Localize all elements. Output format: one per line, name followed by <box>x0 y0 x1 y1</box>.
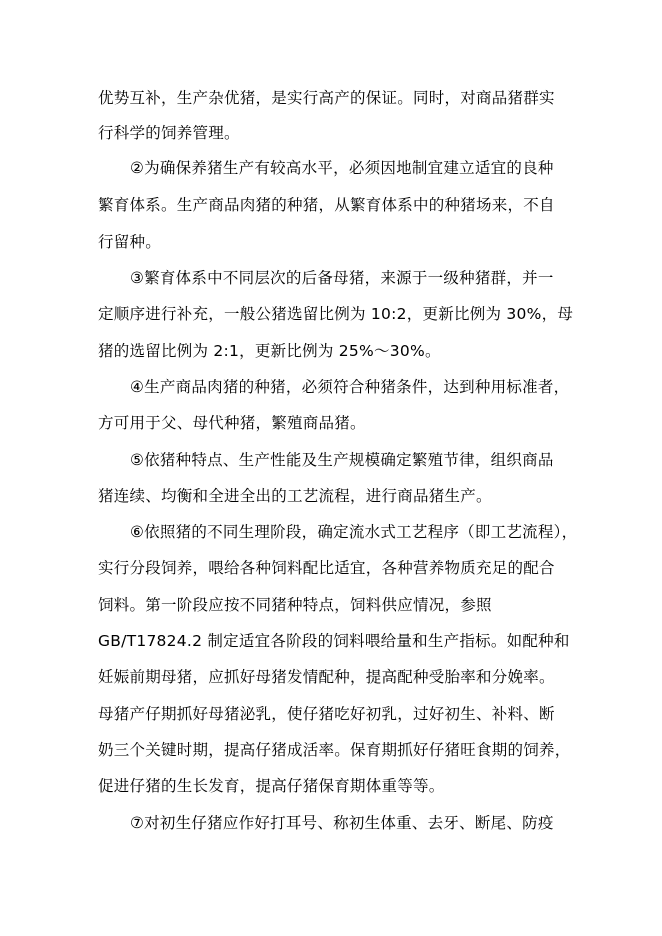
text-line: 方可用于父、母代种猪，繁殖商品猪。 <box>98 414 366 432</box>
paragraph-6-start: ⑥依照猪的不同生理阶段，确定流水式工艺程序（即工艺流程）， <box>130 523 578 541</box>
paragraph-2-start: ②为确保养猪生产有较高水平，必须因地制宜建立适宜的良种 <box>130 159 554 177</box>
paragraph-7-start: ⑦对初生仔猪应作好打耳号、称初生体重、去牙、断尾、防疫 <box>130 814 554 832</box>
text-line: 饲料。第一阶段应按不同猪种特点，饲料供应情况，参照 <box>98 596 492 614</box>
text-line: 猪连续、均衡和全进全出的工艺流程，进行商品猪生产。 <box>98 487 492 505</box>
text-line: 猪的选留比例为 2:1，更新比例为 25%～30%。 <box>98 342 441 360</box>
text-line: 行留种。 <box>98 233 162 251</box>
text-line: 促进仔猪的生长发育，提高仔猪保育期体重等等。 <box>98 777 445 795</box>
text-line: 母猪产仔期抓好母猪泌乳，使仔猪吃好初乳，过好初生、补料、断 <box>98 705 555 723</box>
text-line: GB/T17824.2 制定适宜各阶段的饲料喂给量和生产指标。如配种和 <box>98 632 570 650</box>
text-line: 实行分段饲养，喂给各种饲料配比适宜，各种营养物质充足的配合 <box>98 559 555 577</box>
text-line: 繁育体系。生产商品肉猪的种猪，从繁育体系中的种猪场来，不自 <box>98 196 555 214</box>
paragraph-5-start: ⑤依猪种特点、生产性能及生产规模确定繁殖节律，组织商品 <box>130 451 554 469</box>
text-line: 妊娠前期母猪，应抓好母猪发情配种，提高配种受胎率和分娩率。 <box>98 668 555 686</box>
paragraph-3-start: ③繁育体系中不同层次的后备母猪，来源于一级种猪群，并一 <box>130 269 554 287</box>
text-line: 定顺序进行补充，一般公猪选留比例为 10:2，更新比例为 30%，母 <box>98 305 574 323</box>
text-line: 优势互补，生产杂优猪，是实行高产的保证。同时，对商品猪群实 <box>98 89 555 107</box>
paragraph-4-start: ④生产商品肉猪的种猪，必须符合种猪条件，达到种用标准者， <box>130 378 570 396</box>
text-line: 奶三个关键时期，提高仔猪成活率。保育期抓好仔猪旺食期的饲养， <box>98 741 571 759</box>
text-line: 行科学的饲养管理。 <box>98 124 240 142</box>
